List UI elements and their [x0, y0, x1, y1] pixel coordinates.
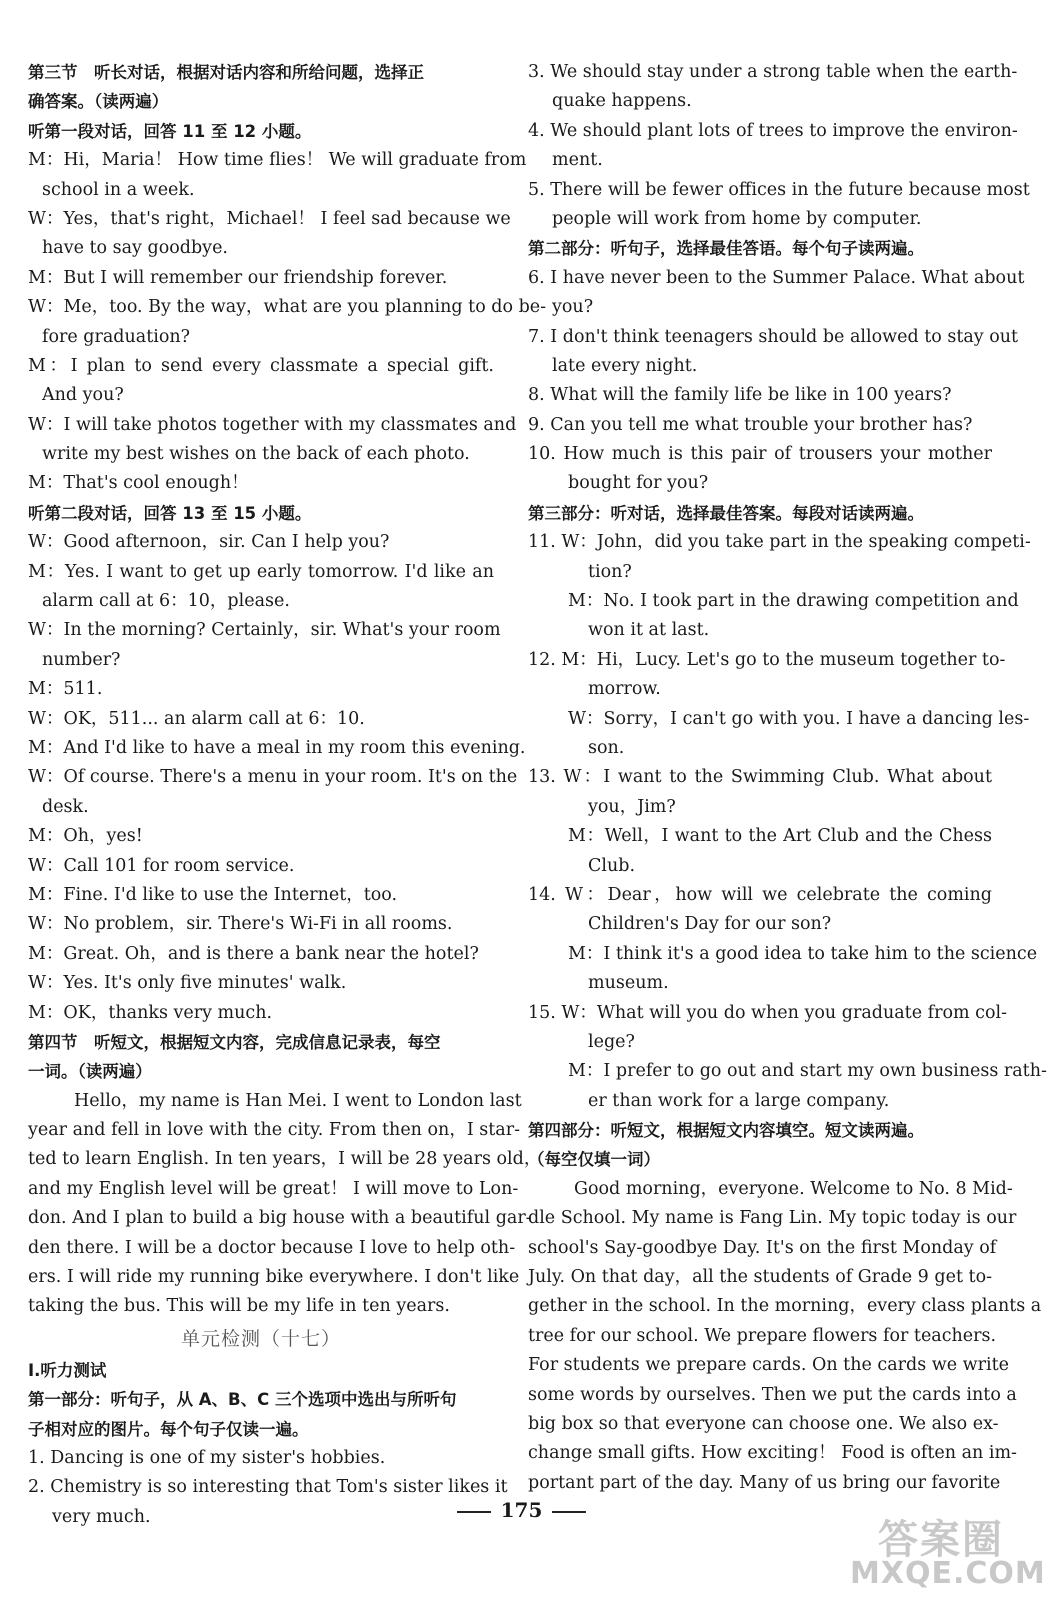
text-line: 5. There will be fewer offices in the future because most — [528, 179, 1030, 200]
section-heading: 第四节 听短文，根据短文内容，完成信息记录表，每空 — [28, 1032, 441, 1052]
text-line: school's Say-goodbye Day. It's on the first Monday of — [528, 1237, 997, 1258]
text-line: M：Great. Oh，and is there a bank near the hotel? — [28, 943, 479, 964]
text-line: Children's Day for our son? — [588, 914, 832, 935]
text-line: people will work from home by computer. — [552, 208, 922, 229]
text-line: Ⅰ.听力测试 — [28, 1360, 107, 1380]
text-line: M：I prefer to go out and start my own business rath- — [568, 1061, 1047, 1082]
text-line: late every night. — [552, 355, 698, 376]
text-line: portant part of the day. Many of us bring our favorite — [528, 1472, 1001, 1493]
text-line: M：Oh，yes! — [28, 826, 143, 847]
text-line: year and fell in love with the city. From then on，I star- — [28, 1120, 521, 1141]
text-line: fore graduation? — [42, 326, 191, 347]
text-line: 11. W：John，did you take part in the speaking competi- — [528, 532, 1031, 553]
text-line: M：Hi，Maria！ How time flies！ We will graduate from — [28, 150, 527, 171]
text-line: ment. — [552, 150, 603, 171]
text-line: change small gifts. How exciting！ Food is often an im- — [528, 1443, 1017, 1464]
text-line: W：In the morning? Certainly，sir. What's your room — [28, 620, 501, 641]
text-line: And you? — [42, 385, 124, 406]
section-heading: 子相对应的图片。每个句子仅读一遍。 — [28, 1419, 309, 1439]
section-heading: 听第二段对话，回答 13 至 15 小题。 — [28, 503, 312, 523]
text-line: er than work for a large company. — [588, 1090, 890, 1111]
text-line: W：Call 101 for room service. — [28, 855, 295, 876]
text-line: dle School. My name is Fang Lin. My topic today is our — [528, 1208, 1017, 1229]
text-line: Good morning，everyone. Welcome to No. 8 Mid- — [574, 1178, 1013, 1199]
text-line: 6. I have never been to the Summer Palace. What about — [528, 267, 1025, 288]
text-line: write my best wishes on the back of each photo. — [42, 444, 470, 465]
text-line: quake happens. — [552, 91, 692, 112]
text-line: W：Yes，that's right，Michael！ I feel sad because we — [28, 208, 511, 229]
text-line: and my English level will be great！ I will move to Lon- — [28, 1178, 519, 1199]
text-line: 4. We should plant lots of trees to improve the environ- — [528, 120, 1018, 141]
text-line: W：Good afternoon，sir. Can I help you? — [28, 532, 390, 553]
section-heading: 第三节 听长对话，根据对话内容和所给问题，选择正 — [28, 63, 424, 82]
text-line: For students we prepare cards. On the cards we write — [528, 1355, 1009, 1376]
text-line: museum. — [588, 973, 669, 994]
text-line: lege? — [588, 1031, 635, 1052]
text-line: 7. I don't think teenagers should be allowed to stay out — [528, 326, 1019, 347]
text-line: you? — [552, 297, 594, 318]
text-line: W：Me，too. By the way，what are you planning to do be- — [28, 297, 547, 318]
text-line: you，Jim? — [588, 796, 676, 817]
text-line: very much. — [52, 1506, 151, 1527]
text-line: 14. W：Dear，how will we celebrate the coming — [528, 884, 992, 905]
dash-left — [457, 1511, 491, 1513]
text-line: 9. Can you tell me what trouble your brother has? — [528, 414, 973, 435]
text-line: won it at last. — [588, 620, 710, 641]
text-line: M：I think it's a good idea to take him to the science — [568, 943, 1038, 964]
text-line: Hello，my name is Han Mei. I went to London last — [74, 1090, 522, 1111]
text-line: W：I will take photos together with my classmates and — [28, 414, 517, 435]
section-heading: 第二部分：听句子，选择最佳答语。每个句子读两遍。 — [528, 239, 924, 259]
text-line: 13. W：I want to the Swimming Club. What about — [528, 767, 992, 788]
text-line: don. And I plan to build a big house with a beautiful gar- — [28, 1208, 532, 1229]
text-line: W：OK，511... an alarm call at 6：10. — [28, 708, 365, 729]
text-line: 10. How much is this pair of trousers your mother — [528, 444, 992, 465]
text-line: school in a week. — [42, 179, 195, 200]
text-line: den there. I will be a doctor because I love to help oth- — [28, 1237, 516, 1258]
section-heading: 第三部分：听对话，选择最佳答案。每段对话读两遍。 — [528, 503, 924, 523]
text-line: M：No. I took part in the drawing competition and — [568, 591, 1019, 612]
text-line: M：511. — [28, 679, 103, 700]
text-line: tion? — [588, 561, 632, 582]
text-line: tree for our school. We prepare flowers for teachers. — [528, 1325, 997, 1346]
page-number-text: 175 — [500, 1498, 543, 1522]
text-line: Club. — [588, 855, 636, 876]
watermark-logo — [842, 1508, 1046, 1596]
right-column — [528, 58, 1047, 1498]
section-heading: 一词。（读两遍） — [28, 1062, 152, 1082]
text-line: taking the bus. This will be my life in ten years. — [28, 1296, 450, 1317]
text-line: M：And I'd like to have a meal in my room this evening. — [28, 737, 526, 758]
text-line: number? — [42, 649, 121, 670]
text-line: 15. W：What will you do when you graduate from col- — [528, 1002, 1007, 1023]
text-line: M：Well，I want to the Art Club and the Chess — [568, 826, 992, 847]
watermark-line1: 答案圈 — [878, 1517, 1004, 1563]
text-line: morrow. — [588, 679, 661, 700]
text-line: M：Fine. I'd like to use the Internet，too. — [28, 884, 398, 905]
text-line: M：OK，thanks very much. — [28, 1002, 273, 1023]
unit-title: 单元检测（十七） — [180, 1327, 341, 1350]
section-heading: （每空仅填一词） — [528, 1150, 660, 1170]
watermark-line2: MXQE.COM — [850, 1556, 1046, 1591]
text-line: have to say goodbye. — [42, 238, 228, 259]
text-line: desk. — [42, 796, 89, 817]
text-line: 1. Dancing is one of my sister's hobbies. — [28, 1447, 386, 1468]
text-line: M：That's cool enough！ — [28, 473, 249, 494]
text-line: ted to learn English. In ten years，I will be 28 years old， — [28, 1149, 542, 1170]
text-line: W：Sorry，I can't go with you. I have a dancing les- — [568, 708, 1030, 729]
text-line: W：Yes. It's only five minutes' walk. — [28, 973, 347, 994]
text-line: 8. What will the family life be like in 100 years? — [528, 385, 952, 406]
section-heading: 确答案。（读两遍） — [28, 92, 169, 112]
text-line: bought for you? — [568, 473, 709, 494]
text-line: M：But I will remember our friendship forever. — [28, 267, 448, 288]
text-line: W：No problem，sir. There's Wi-Fi in all rooms. — [28, 914, 453, 935]
text-line: M：I plan to send every classmate a special gift. — [28, 355, 494, 376]
text-line: 12. M：Hi，Lucy. Let's go to the museum together to- — [528, 649, 1006, 670]
section-heading: 第四部分：听短文，根据短文内容填空。短文读两遍。 — [528, 1121, 924, 1141]
text-line: M：Yes. I want to get up early tomorrow. I'd like an — [28, 561, 494, 582]
text-line: 2. Chemistry is so interesting that Tom's sister likes it — [28, 1477, 508, 1498]
text-line: W：Of course. There's a menu in your room. It's on the — [28, 767, 518, 788]
text-line: son. — [588, 737, 625, 758]
text-line: some words by ourselves. Then we put the cards into a — [528, 1384, 1017, 1405]
text-line: alarm call at 6：10，please. — [42, 591, 290, 612]
text-line: big box so that everyone can choose one. We also ex- — [528, 1413, 999, 1434]
text-line: ers. I will ride my running bike everywhere. I don't like — [28, 1267, 520, 1288]
section-heading: 第一部分：听句子，从 A、B、C 三个选项中选出与所听句 — [28, 1390, 457, 1410]
text-line: gether in the school. In the morning，every class plants a — [528, 1296, 1042, 1317]
text-line: 3. We should stay under a strong table when the earth- — [528, 62, 1018, 82]
text-line: July. On that day，all the students of Grade 9 get to- — [528, 1267, 993, 1288]
section-heading: 听第一段对话，回答 11 至 12 小题。 — [28, 121, 312, 141]
dash-right — [552, 1511, 586, 1513]
